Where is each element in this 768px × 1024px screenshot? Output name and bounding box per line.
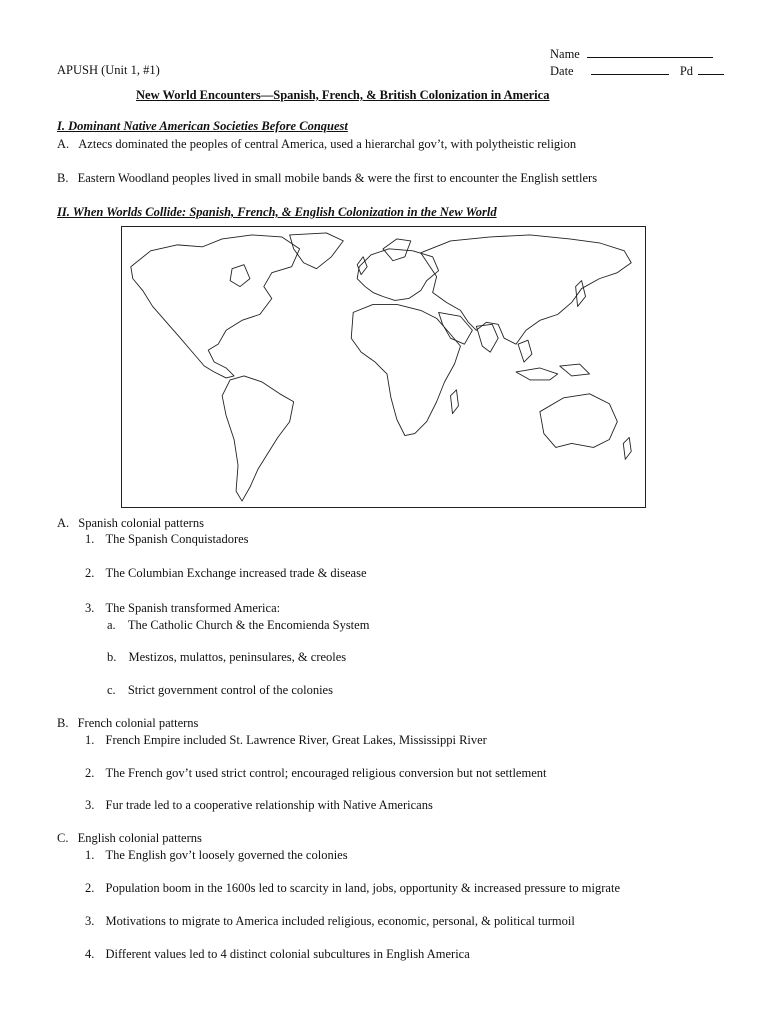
outline-marker: A. xyxy=(57,516,70,530)
world-map-outline xyxy=(122,227,645,507)
item-text: The Spanish Conquistadores xyxy=(105,532,249,546)
outline-label: English colonial patterns xyxy=(77,831,202,845)
item-marker: 2. xyxy=(85,766,95,780)
section-1-item-b xyxy=(57,171,597,186)
outline-a-heading xyxy=(57,516,204,531)
section-1-heading: I. Dominant Native American Societies Before Conquest xyxy=(57,119,348,133)
item-marker: 1. xyxy=(85,733,95,747)
item-marker: a. xyxy=(107,618,116,632)
australia-outline xyxy=(540,394,617,448)
item-text: The Catholic Church & the Encomienda System xyxy=(127,618,370,632)
page-title: New World Encounters—Spanish, French, & British Colonization in America xyxy=(136,88,550,102)
outline-a-sub-c xyxy=(107,683,333,698)
outline-a-sub-a xyxy=(107,618,369,633)
asia-outline xyxy=(421,235,631,344)
name-field xyxy=(550,46,713,62)
outline-label: French colonial patterns xyxy=(77,716,199,730)
item-marker: 3. xyxy=(85,601,95,615)
item-text: Eastern Woodland peoples lived in small mobile bands & were the first to encounter the English settlers xyxy=(77,171,598,185)
item-marker: B. xyxy=(57,171,69,185)
item-text: The Spanish transformed America: xyxy=(105,601,281,615)
outline-b-heading xyxy=(57,716,198,731)
outline-c-item-4 xyxy=(85,947,470,962)
outline-b-item-2 xyxy=(85,766,546,781)
item-text: Aztecs dominated the peoples of central America, used a hierarchal gov’t, with polytheistic religion xyxy=(78,137,577,151)
outline-a-item-1 xyxy=(85,532,249,547)
item-text: Different values led to 4 distinct colonial subcultures in English America xyxy=(105,947,470,961)
item-text: Strict government control of the colonies xyxy=(127,683,333,697)
outline-c-item-2 xyxy=(85,881,620,896)
item-marker: 1. xyxy=(85,532,95,546)
item-text: Fur trade led to a cooperative relationship with Native Americans xyxy=(105,798,433,812)
date-field xyxy=(550,63,724,79)
item-text: The Columbian Exchange increased trade & disease xyxy=(105,566,367,580)
item-marker: 3. xyxy=(85,798,95,812)
item-text: Population boom in the 1600s led to scarcity in land, jobs, opportunity & increased pressure to migrate xyxy=(105,881,620,895)
item-marker: 2. xyxy=(85,881,95,895)
date-blank[interactable] xyxy=(591,63,669,75)
outline-marker: B. xyxy=(57,716,69,730)
outline-marker: C. xyxy=(57,831,69,845)
item-text: Mestizos, mulattos, peninsulares, & creoles xyxy=(128,650,347,664)
outline-b-item-3 xyxy=(85,798,433,813)
africa-outline xyxy=(351,304,460,435)
outline-c-item-3 xyxy=(85,914,575,929)
outline-a-item-3 xyxy=(85,601,280,616)
item-marker: c. xyxy=(107,683,116,697)
item-marker: A. xyxy=(57,137,70,151)
greenland-outline xyxy=(290,233,344,269)
outline-label: Spanish colonial patterns xyxy=(78,516,204,530)
name-blank[interactable] xyxy=(587,46,713,58)
item-text: Motivations to migrate to America included religious, economic, personal, & political turmoil xyxy=(105,914,575,928)
item-text: The French gov’t used strict control; encouraged religious conversion but not settlement xyxy=(105,766,547,780)
outline-b-item-1 xyxy=(85,733,487,748)
south-america-outline xyxy=(222,376,293,501)
item-marker: 4. xyxy=(85,947,95,961)
date-label: Date xyxy=(550,64,574,78)
pd-blank[interactable] xyxy=(698,63,724,75)
north-america-outline xyxy=(131,235,300,378)
item-text: French Empire included St. Lawrence River, Great Lakes, Mississippi River xyxy=(105,733,487,747)
item-text: The English gov’t loosely governed the colonies xyxy=(105,848,348,862)
world-map xyxy=(121,226,646,508)
outline-c-heading xyxy=(57,831,202,846)
europe-outline xyxy=(357,249,438,301)
name-label: Name xyxy=(550,47,580,61)
pd-label: Pd xyxy=(679,64,694,78)
item-marker: 3. xyxy=(85,914,95,928)
item-marker: b. xyxy=(107,650,117,664)
outline-a-item-2 xyxy=(85,566,367,581)
course-label: APUSH (Unit 1, #1) xyxy=(57,63,160,77)
outline-a-sub-b xyxy=(107,650,346,665)
outline-c-item-1 xyxy=(85,848,348,863)
item-marker: 1. xyxy=(85,848,95,862)
section-2-heading: II. When Worlds Collide: Spanish, French, & English Colonization in the New World xyxy=(57,205,497,219)
section-1-item-a xyxy=(57,137,576,152)
item-marker: 2. xyxy=(85,566,95,580)
